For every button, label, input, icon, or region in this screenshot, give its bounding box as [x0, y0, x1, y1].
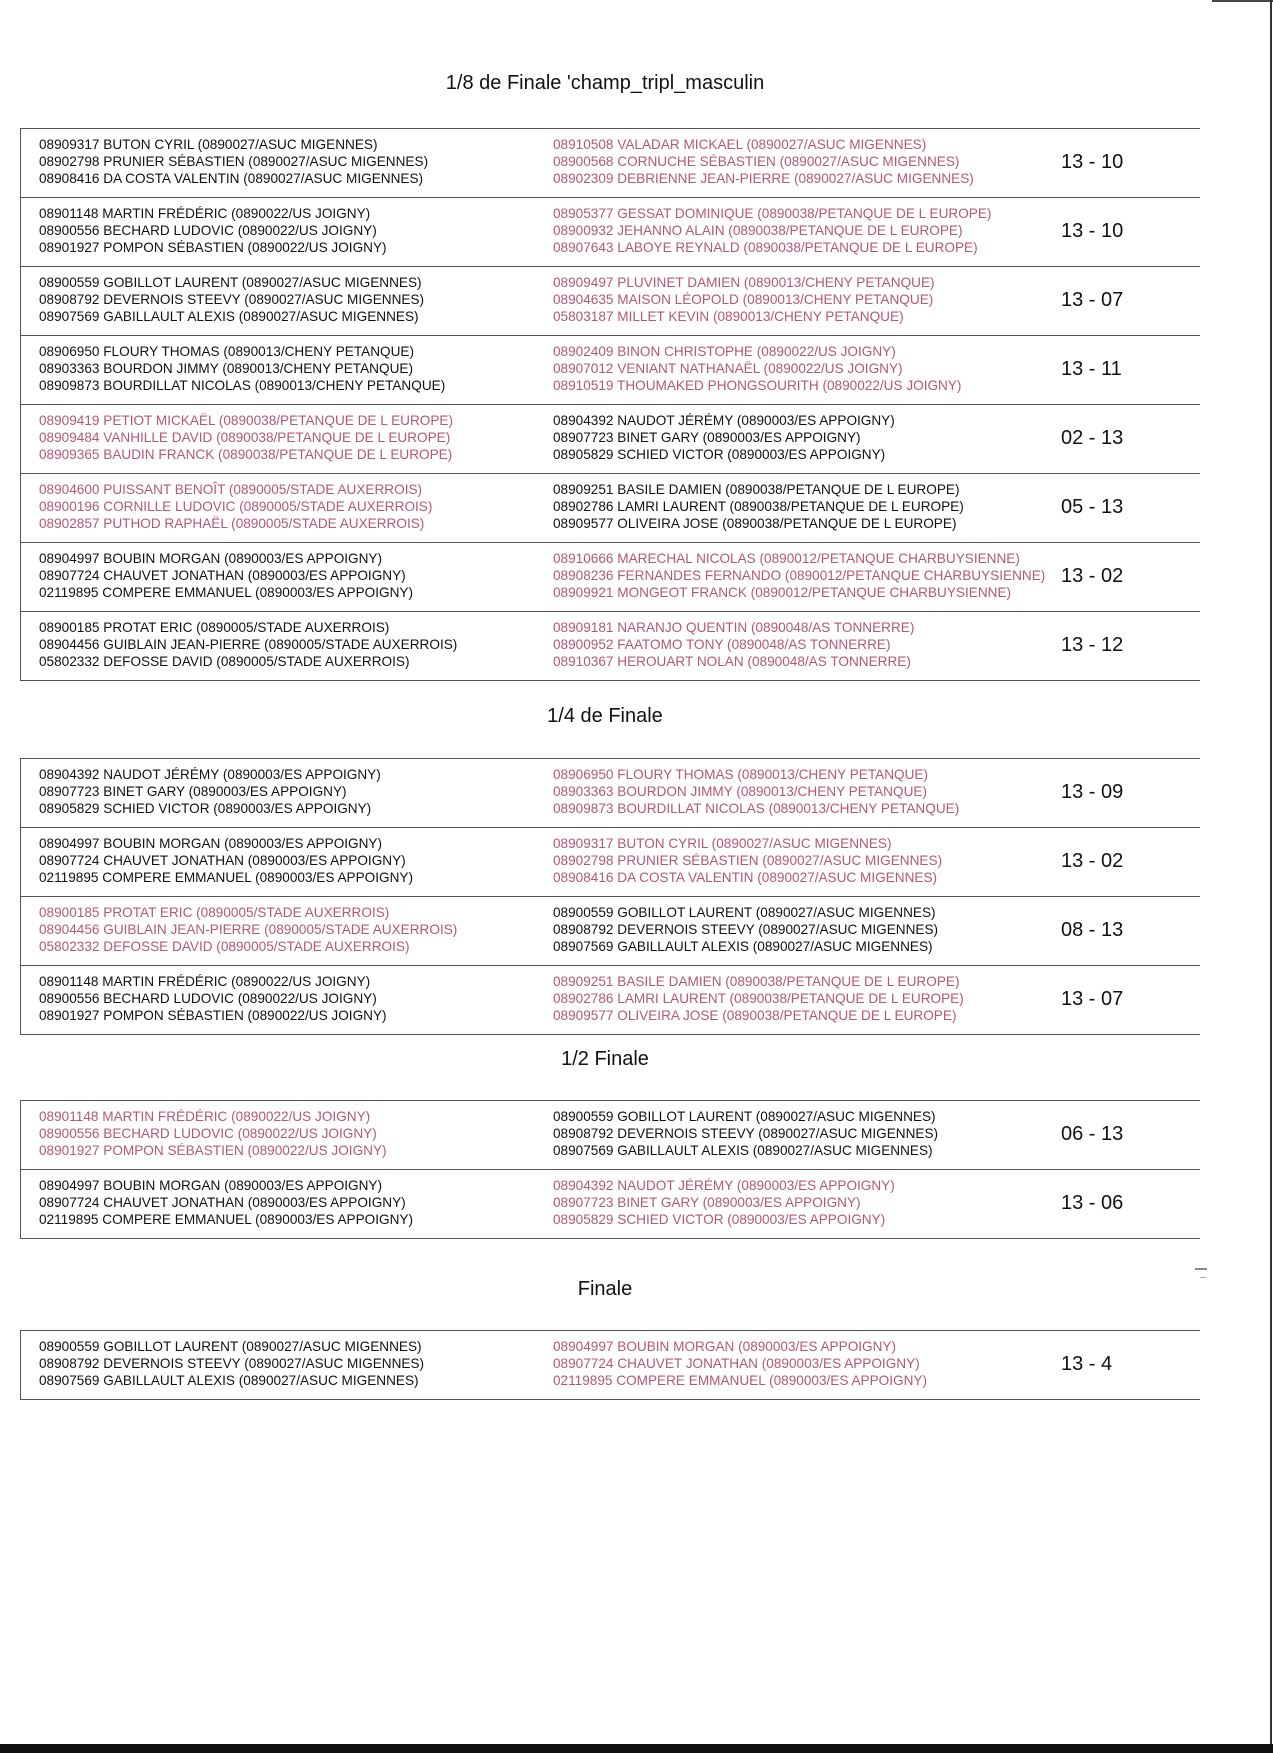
- player-line: 05802332 DEFOSSE DAVID (0890005/STADE AUXERROIS): [39, 939, 410, 954]
- player-line: 08907569 GABILLAULT ALEXIS (0890027/ASUC MIGENNES): [39, 1373, 419, 1388]
- player-line: 02119895 COMPERE EMMANUEL (0890003/ES APPOIGNY): [39, 585, 413, 600]
- player-line: 08908416 DA COSTA VALENTIN (0890027/ASUC MIGENNES): [553, 870, 938, 885]
- player-line: 08901148 MARTIN FRÉDÉRIC (0890022/US JOIGNY): [39, 974, 371, 989]
- team-right: [553, 1108, 938, 1159]
- player-line: 08901927 POMPON SÉBASTIEN (0890022/US JOIGNY): [39, 1008, 387, 1023]
- team-left: [39, 904, 457, 955]
- player-line: 08904997 BOUBIN MORGAN (0890003/ES APPOIGNY): [553, 1339, 897, 1354]
- player-line: 08904635 MAISON LÉOPOLD (0890013/CHENY PETANQUE): [553, 292, 934, 307]
- player-line: 08907723 BINET GARY (0890003/ES APPOIGNY): [553, 1195, 861, 1210]
- team-right: [553, 343, 961, 394]
- match-score: 13 - 07: [1061, 988, 1124, 1010]
- scan-edge-right: [1270, 0, 1272, 1753]
- player-line: 08901927 POMPON SÉBASTIEN (0890022/US JOIGNY): [39, 240, 387, 255]
- match-row: [20, 198, 1200, 267]
- match-table: [20, 758, 1200, 1035]
- player-line: 08902786 LAMRI LAURENT (0890038/PETANQUE DE L EUROPE): [553, 499, 964, 514]
- player-line: 05803187 MILLET KEVIN (0890013/CHENY PETANQUE): [553, 309, 904, 324]
- player-line: 08900185 PROTAT ERIC (0890005/STADE AUXERROIS): [39, 620, 390, 635]
- player-line: 08909365 BAUDIN FRANCK (0890038/PETANQUE DE L EUROPE): [39, 447, 453, 462]
- team-right: [553, 205, 991, 256]
- match-row: [20, 1170, 1200, 1239]
- player-line: 08902309 DEBRIENNE JEAN-PIERRE (0890027/ASUC MIGENNES): [553, 171, 974, 186]
- match-score: 13 - 02: [1061, 565, 1124, 587]
- team-left: [39, 1177, 413, 1228]
- player-line: 08902786 LAMRI LAURENT (0890038/PETANQUE DE L EUROPE): [553, 991, 964, 1006]
- player-line: 08905829 SCHIED VICTOR (0890003/ES APPOIGNY): [39, 801, 372, 816]
- player-line: 02119895 COMPERE EMMANUEL (0890003/ES APPOIGNY): [39, 1212, 413, 1227]
- player-line: 08900952 FAATOMO TONY (0890048/AS TONNERRE): [553, 637, 891, 652]
- player-line: 08901148 MARTIN FRÉDÉRIC (0890022/US JOIGNY): [39, 206, 371, 221]
- match-table: [20, 1330, 1200, 1400]
- player-line: 08908792 DEVERNOIS STEEVY (0890027/ASUC MIGENNES): [553, 1126, 939, 1141]
- round-title: 1/8 de Finale 'champ_tripl_masculin: [445, 72, 765, 94]
- match-row: [20, 897, 1200, 966]
- player-line: 02119895 COMPERE EMMANUEL (0890003/ES APPOIGNY): [39, 870, 413, 885]
- match-row: [20, 828, 1200, 897]
- round-title: Finale: [577, 1278, 633, 1300]
- player-line: 08907569 GABILLAULT ALEXIS (0890027/ASUC MIGENNES): [553, 939, 933, 954]
- team-right: [553, 835, 942, 886]
- player-line: 08907724 CHAUVET JONATHAN (0890003/ES APPOIGNY): [39, 568, 406, 583]
- player-line: 08907569 GABILLAULT ALEXIS (0890027/ASUC MIGENNES): [553, 1143, 933, 1158]
- player-line: 08901148 MARTIN FRÉDÉRIC (0890022/US JOIGNY): [39, 1109, 371, 1124]
- player-line: 08904600 PUISSANT BENOÎT (0890005/STADE AUXERROIS): [39, 482, 423, 497]
- match-score: 13 - 02: [1061, 850, 1124, 872]
- team-right: [553, 904, 938, 955]
- match-table: [20, 128, 1200, 681]
- match-row: [20, 129, 1200, 198]
- team-left: [39, 973, 387, 1024]
- player-line: 08908416 DA COSTA VALENTIN (0890027/ASUC MIGENNES): [39, 171, 424, 186]
- player-line: 08910519 THOUMAKED PHONGSOURITH (0890022/US JOIGNY): [553, 378, 962, 393]
- player-line: 05802332 DEFOSSE DAVID (0890005/STADE AUXERROIS): [39, 654, 410, 669]
- player-line: 08909873 BOURDILLAT NICOLAS (0890013/CHENY PETANQUE): [553, 801, 960, 816]
- match-row: [20, 543, 1200, 612]
- player-line: 08900932 JEHANNO ALAIN (0890038/PETANQUE DE L EUROPE): [553, 223, 963, 238]
- team-right: [553, 1338, 927, 1389]
- player-line: 08909873 BOURDILLAT NICOLAS (0890013/CHENY PETANQUE): [39, 378, 446, 393]
- match-score: 13 - 11: [1061, 358, 1122, 380]
- player-line: 08909497 PLUVINET DAMIEN (0890013/CHENY PETANQUE): [553, 275, 935, 290]
- player-line: 08907724 CHAUVET JONATHAN (0890003/ES APPOIGNY): [39, 853, 406, 868]
- player-line: 08902798 PRUNIER SÉBASTIEN (0890027/ASUC MIGENNES): [39, 154, 429, 169]
- player-line: 08900196 CORNILLE LUDOVIC (0890005/STADE AUXERROIS): [39, 499, 433, 514]
- scan-edge-bottom: [0, 1744, 1273, 1753]
- player-line: 08904997 BOUBIN MORGAN (0890003/ES APPOIGNY): [39, 836, 383, 851]
- player-line: 08900556 BECHARD LUDOVIC (0890022/US JOIGNY): [39, 991, 377, 1006]
- match-row: [20, 336, 1200, 405]
- player-line: 08908792 DEVERNOIS STEEVY (0890027/ASUC MIGENNES): [553, 922, 939, 937]
- team-left: [39, 412, 453, 463]
- team-right: [553, 136, 974, 187]
- player-line: 08907643 LABOYE REYNALD (0890038/PETANQUE DE L EUROPE): [553, 240, 978, 255]
- player-line: 08902409 BINON CHRISTOPHE (0890022/US JOIGNY): [553, 344, 896, 359]
- player-line: 08910508 VALADAR MICKAEL (0890027/ASUC MIGENNES): [553, 137, 927, 152]
- match-row: [20, 267, 1200, 336]
- player-line: 08900568 CORNUCHE SÉBASTIEN (0890027/ASUC MIGENNES): [553, 154, 960, 169]
- match-row: [20, 1331, 1200, 1400]
- team-right: [553, 550, 1045, 601]
- match-score: 08 - 13: [1061, 919, 1124, 941]
- player-line: 08905377 GESSAT DOMINIQUE (0890038/PETANQUE DE L EUROPE): [553, 206, 992, 221]
- team-left: [39, 835, 413, 886]
- match-row: [20, 612, 1200, 681]
- match-score: 13 - 4: [1061, 1353, 1113, 1375]
- player-line: 08904456 GUIBLAIN JEAN-PIERRE (0890005/STADE AUXERROIS): [39, 922, 458, 937]
- player-line: 08909317 BUTON CYRIL (0890027/ASUC MIGENNES): [553, 836, 892, 851]
- player-line: 08907012 VENIANT NATHANAËL (0890022/US JOIGNY): [553, 361, 903, 376]
- match-score: 05 - 13: [1061, 496, 1124, 518]
- player-line: 08900559 GOBILLOT LAURENT (0890027/ASUC MIGENNES): [39, 1339, 422, 1354]
- player-line: 08904997 BOUBIN MORGAN (0890003/ES APPOIGNY): [39, 1178, 383, 1193]
- player-line: 02119895 COMPERE EMMANUEL (0890003/ES APPOIGNY): [553, 1373, 927, 1388]
- player-line: 08900559 GOBILLOT LAURENT (0890027/ASUC MIGENNES): [553, 1109, 936, 1124]
- player-line: 08900559 GOBILLOT LAURENT (0890027/ASUC MIGENNES): [553, 905, 936, 920]
- player-line: 08900559 GOBILLOT LAURENT (0890027/ASUC MIGENNES): [39, 275, 422, 290]
- team-left: [39, 136, 428, 187]
- player-line: 08907723 BINET GARY (0890003/ES APPOIGNY): [39, 784, 347, 799]
- round-title: 1/4 de Finale: [547, 705, 663, 727]
- player-line: 08909419 PETIOT MICKAËL (0890038/PETANQUE DE L EUROPE): [39, 413, 454, 428]
- match-score: 13 - 07: [1061, 289, 1124, 311]
- match-score: 13 - 10: [1061, 151, 1124, 173]
- team-right: [553, 274, 935, 325]
- team-left: [39, 766, 381, 817]
- player-line: 08903363 BOURDON JIMMY (0890013/CHENY PETANQUE): [39, 361, 413, 376]
- team-left: [39, 550, 413, 601]
- player-line: 08909921 MONGEOT FRANCK (0890012/PETANQUE CHARBUYSIENNE): [553, 585, 1012, 600]
- player-line: 08900556 BECHARD LUDOVIC (0890022/US JOIGNY): [39, 1126, 377, 1141]
- player-line: 08904392 NAUDOT JÉRÉMY (0890003/ES APPOIGNY): [553, 1178, 895, 1193]
- team-left: [39, 205, 387, 256]
- player-line: 08904456 GUIBLAIN JEAN-PIERRE (0890005/STADE AUXERROIS): [39, 637, 458, 652]
- player-line: 08903363 BOURDON JIMMY (0890013/CHENY PETANQUE): [553, 784, 927, 799]
- player-line: 08909577 OLIVEIRA JOSE (0890038/PETANQUE DE L EUROPE): [553, 516, 957, 531]
- player-line: 08910367 HEROUART NOLAN (0890048/AS TONNERRE): [553, 654, 911, 669]
- team-right: [553, 481, 964, 532]
- match-row: [20, 1101, 1200, 1170]
- match-score: 13 - 12: [1061, 634, 1124, 656]
- player-line: 08907569 GABILLAULT ALEXIS (0890027/ASUC MIGENNES): [39, 309, 419, 324]
- team-right: [553, 412, 895, 463]
- player-line: 08909251 BASILE DAMIEN (0890038/PETANQUE DE L EUROPE): [553, 974, 960, 989]
- scan-edge-top: [1212, 0, 1273, 2]
- player-line: 08904392 NAUDOT JÉRÉMY (0890003/ES APPOIGNY): [39, 767, 381, 782]
- team-right: [553, 1177, 895, 1228]
- player-line: 08908792 DEVERNOIS STEEVY (0890027/ASUC MIGENNES): [39, 292, 425, 307]
- match-row: [20, 405, 1200, 474]
- player-line: 08908236 FERNANDES FERNANDO (0890012/PETANQUE CHARBUYSIENNE): [553, 568, 1046, 583]
- player-line: 08910666 MARECHAL NICOLAS (0890012/PETANQUE CHARBUYSIENNE): [553, 551, 1020, 566]
- player-line: 08906950 FLOURY THOMAS (0890013/CHENY PETANQUE): [39, 344, 415, 359]
- player-line: 08904392 NAUDOT JÉRÉMY (0890003/ES APPOIGNY): [553, 413, 895, 428]
- match-score: 13 - 09: [1061, 781, 1124, 803]
- match-table: [20, 1100, 1200, 1239]
- team-left: [39, 619, 457, 670]
- player-line: 08905829 SCHIED VICTOR (0890003/ES APPOIGNY): [553, 1212, 886, 1227]
- player-line: 08905829 SCHIED VICTOR (0890003/ES APPOIGNY): [553, 447, 886, 462]
- match-score: 13 - 06: [1061, 1192, 1124, 1214]
- match-score: 13 - 10: [1061, 220, 1124, 242]
- player-line: 08900185 PROTAT ERIC (0890005/STADE AUXERROIS): [39, 905, 390, 920]
- match-score: 02 - 13: [1061, 427, 1124, 449]
- player-line: 08909484 VANHILLE DAVID (0890038/PETANQUE DE L EUROPE): [39, 430, 451, 445]
- team-left: [39, 274, 424, 325]
- player-line: 08909181 NARANJO QUENTIN (0890048/AS TONNERRE): [553, 620, 915, 635]
- player-line: 08909251 BASILE DAMIEN (0890038/PETANQUE DE L EUROPE): [553, 482, 960, 497]
- team-left: [39, 1338, 424, 1389]
- player-line: 08900556 BECHARD LUDOVIC (0890022/US JOIGNY): [39, 223, 377, 238]
- team-left: [39, 1108, 387, 1159]
- match-row: [20, 966, 1200, 1035]
- scan-artifact: [1195, 1268, 1207, 1270]
- team-right: [553, 973, 964, 1024]
- player-line: 08901927 POMPON SÉBASTIEN (0890022/US JOIGNY): [39, 1143, 387, 1158]
- team-right: [553, 766, 959, 817]
- player-line: 08908792 DEVERNOIS STEEVY (0890027/ASUC MIGENNES): [39, 1356, 425, 1371]
- player-line: 08906950 FLOURY THOMAS (0890013/CHENY PETANQUE): [553, 767, 929, 782]
- match-row: [20, 474, 1200, 543]
- player-line: 08902857 PUTHOD RAPHAËL (0890005/STADE AUXERROIS): [39, 516, 425, 531]
- player-line: 08904997 BOUBIN MORGAN (0890003/ES APPOIGNY): [39, 551, 383, 566]
- player-line: 08909317 BUTON CYRIL (0890027/ASUC MIGENNES): [39, 137, 378, 152]
- team-left: [39, 481, 432, 532]
- team-left: [39, 343, 445, 394]
- team-right: [553, 619, 914, 670]
- match-row: [20, 759, 1200, 828]
- player-line: 08907723 BINET GARY (0890003/ES APPOIGNY): [553, 430, 861, 445]
- player-line: 08909577 OLIVEIRA JOSE (0890038/PETANQUE DE L EUROPE): [553, 1008, 957, 1023]
- player-line: 08907724 CHAUVET JONATHAN (0890003/ES APPOIGNY): [39, 1195, 406, 1210]
- player-line: 08907724 CHAUVET JONATHAN (0890003/ES APPOIGNY): [553, 1356, 920, 1371]
- player-line: 08902798 PRUNIER SÉBASTIEN (0890027/ASUC MIGENNES): [553, 853, 943, 868]
- match-score: 06 - 13: [1061, 1123, 1124, 1145]
- round-title: 1/2 Finale: [561, 1048, 649, 1070]
